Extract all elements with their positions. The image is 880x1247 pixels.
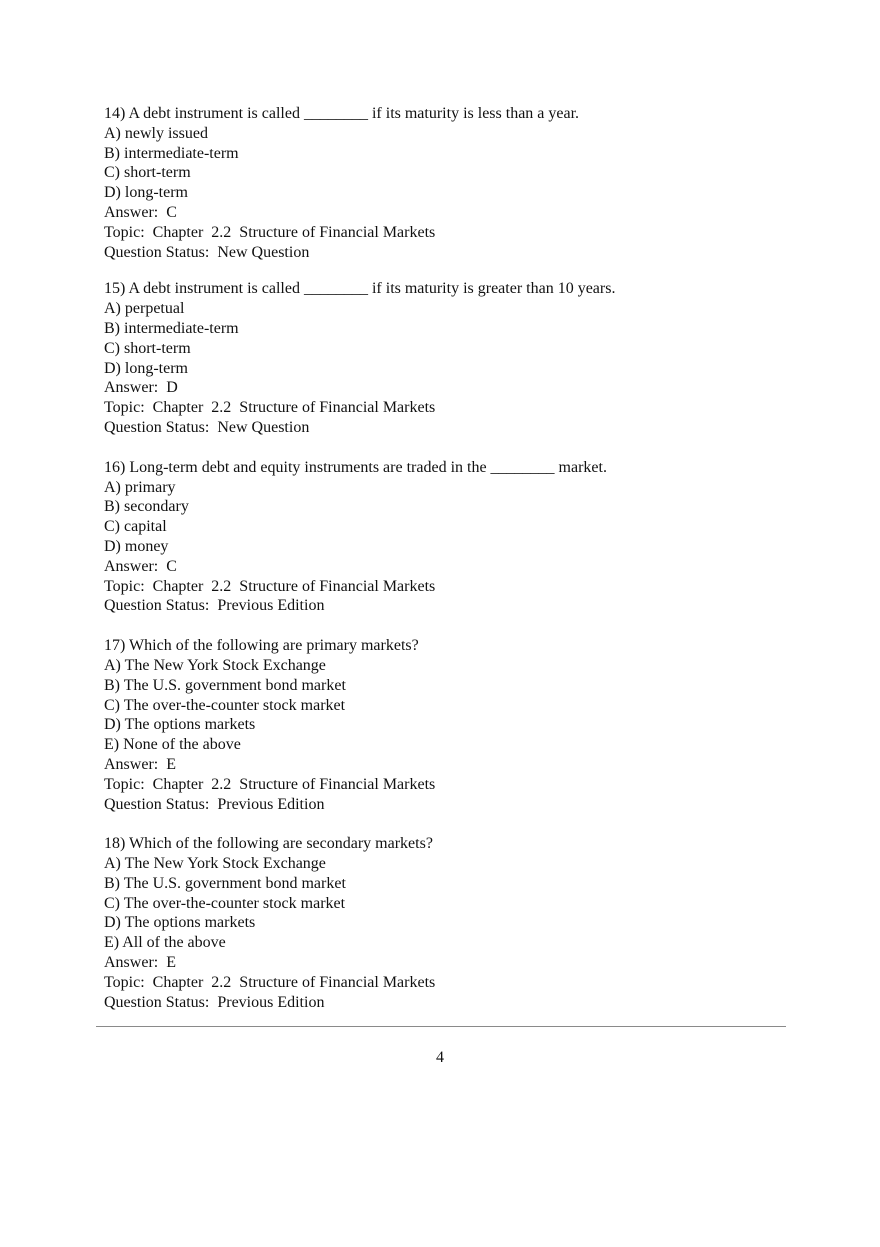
answer-option: C) short-term xyxy=(104,164,191,182)
question-prompt: 16) Long-term debt and equity instruments are traded in the ________ market. xyxy=(104,458,607,476)
question-status: Question Status: New Question xyxy=(104,418,310,436)
question-status: Question Status: Previous Edition xyxy=(104,795,325,813)
answer-option: D) The options markets xyxy=(104,716,256,734)
answer-option: D) The options markets xyxy=(104,914,256,932)
question-spacer xyxy=(104,616,794,636)
answer-option: A) The New York Stock Exchange xyxy=(104,656,326,674)
answer-option: C) short-term xyxy=(104,339,191,357)
question-topic: Topic: Chapter 2.2 Structure of Financial Markets xyxy=(104,223,436,241)
question-prompt: 15) A debt instrument is called ________ if its maturity is greater than 10 years. xyxy=(104,280,616,298)
question-list xyxy=(104,104,794,1012)
question-topic: Topic: Chapter 2.2 Structure of Financial Markets xyxy=(104,399,436,417)
answer-option: D) long-term xyxy=(104,184,188,202)
question-14 xyxy=(104,104,794,262)
answer-option: C) The over-the-counter stock market xyxy=(104,696,346,714)
question-spacer xyxy=(104,438,794,458)
answer-option: E) None of the above xyxy=(104,736,241,754)
answer-option: A) primary xyxy=(104,478,176,496)
question-17 xyxy=(104,636,794,814)
answer-option: D) long-term xyxy=(104,359,188,377)
answer-option: B) secondary xyxy=(104,498,189,516)
question-spacer xyxy=(104,814,794,834)
answer-key: Answer: C xyxy=(104,557,177,575)
question-spacer xyxy=(104,262,794,279)
answer-key: Answer: E xyxy=(104,755,176,773)
answer-key: Answer: C xyxy=(104,203,177,221)
answer-option: A) The New York Stock Exchange xyxy=(104,855,326,873)
page-number: 4 xyxy=(436,1049,444,1066)
answer-option: B) intermediate-term xyxy=(104,319,239,337)
answer-key: Answer: D xyxy=(104,379,178,397)
answer-option: A) newly issued xyxy=(104,124,208,142)
question-prompt: 18) Which of the following are secondary markets? xyxy=(104,835,433,853)
answer-key: Answer: E xyxy=(104,954,176,972)
answer-option: D) money xyxy=(104,537,169,555)
question-status: Question Status: Previous Edition xyxy=(104,597,325,615)
question-18 xyxy=(104,834,794,1012)
answer-option: B) The U.S. government bond market xyxy=(104,676,346,694)
question-prompt: 14) A debt instrument is called ________ if its maturity is less than a year. xyxy=(104,105,580,122)
footer-divider xyxy=(96,1026,786,1027)
answer-option: C) capital xyxy=(104,518,167,536)
question-status: Question Status: New Question xyxy=(104,243,310,261)
answer-option: E) All of the above xyxy=(104,934,226,952)
question-16 xyxy=(104,458,794,616)
question-topic: Topic: Chapter 2.2 Structure of Financial Markets xyxy=(104,973,436,991)
question-topic: Topic: Chapter 2.2 Structure of Financial Markets xyxy=(104,577,436,595)
question-15 xyxy=(104,279,794,437)
answer-option: C) The over-the-counter stock market xyxy=(104,894,346,912)
answer-option: B) The U.S. government bond market xyxy=(104,874,346,892)
question-status: Question Status: Previous Edition xyxy=(104,993,325,1011)
question-topic: Topic: Chapter 2.2 Structure of Financial Markets xyxy=(104,775,436,793)
answer-option: B) intermediate-term xyxy=(104,144,239,162)
answer-option: A) perpetual xyxy=(104,300,185,318)
question-prompt: 17) Which of the following are primary markets? xyxy=(104,637,419,655)
